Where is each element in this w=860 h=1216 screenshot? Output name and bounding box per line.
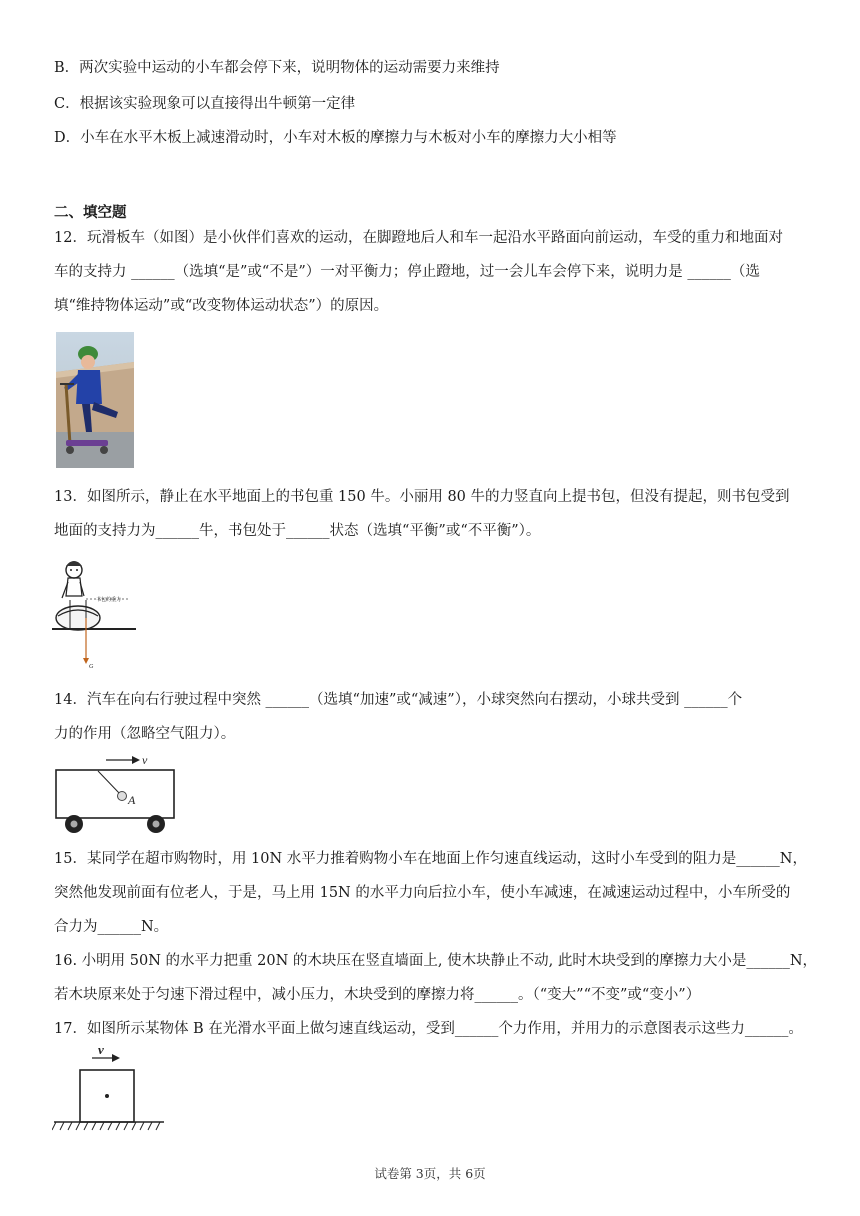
- q13-line2: 地面的支持力为______牛，书包处于______状态（选填“平衡”或“不平衡”）。: [54, 523, 541, 539]
- q12-line1: 12．玩滑板车（如图）是小伙伴们喜欢的运动，在脚蹬地后人和车一起沿水平路面向前运动，车受的重力和地面对: [54, 230, 783, 246]
- q14-line1: 14．汽车在向右行驶过程中突然 ______（选填“加速”或“减速”），小球突然向右摆动，小球共受到 ______个: [54, 692, 743, 708]
- option-c: C．根据该实验现象可以直接得出牛顿第一定律: [54, 96, 356, 112]
- q15-line1: 15．某同学在超市购物时，用 10N 水平力推着购物小车在地面上作匀速直线运动，这时小车受到的阻力是______N，: [54, 851, 807, 867]
- q15-line2: 突然他发现前面有位老人，于是，马上用 15N 的水平力向后拉小车，使小车减速，在减速运动过程中，小车所受的: [54, 885, 791, 901]
- car-pendulum-figure: [52, 750, 184, 836]
- weight-label: G: [89, 664, 94, 670]
- option-b: B．两次实验中运动的小车都会停下来，说明物体的运动需要力来维持: [54, 60, 500, 76]
- q12-line2: 车的支持力 ______（选填“是”或“不是”）一对平衡力；停止蹬地，过一会儿车会停下来，说明力是 ______（选: [54, 264, 760, 280]
- q13-line1: 13．如图所示，静止在水平地面上的书包重 150 牛。小丽用 80 牛的力竖直向上提书包，但没有提起，则书包受到: [54, 489, 790, 505]
- scooter-photo: [56, 332, 134, 468]
- q17-line1: 17．如图所示某物体 B 在光滑水平面上做匀速直线运动，受到______个力作用，并用力的示意图表示这些力______。: [54, 1021, 803, 1037]
- q16-line2: 若木块原来处于匀速下滑过程中，减小压力，木块受到的摩擦力将______。（“变大”“不变”或“变小”）: [54, 987, 701, 1003]
- q15-line3: 合力为______N。: [54, 919, 169, 935]
- q16-line1: 16. 小明用 50N 的水平力把重 20N 的木块压在竖直墙面上, 使木块静止不动, 此时木块受到的摩擦力大小是______N，: [54, 953, 818, 969]
- velocity-label: v: [142, 753, 148, 767]
- bag-weight-label: 书包的重力: [96, 597, 122, 603]
- q14-line2: 力的作用（忽略空气阻力）。: [54, 726, 236, 742]
- option-d: D．小车在水平木板上减速滑动时，小车对木板的摩擦力与木板对小车的摩擦力大小相等: [54, 130, 617, 146]
- block-velocity-label: v: [98, 1042, 104, 1057]
- block-figure: [52, 1040, 168, 1136]
- ball-label: A: [128, 793, 136, 807]
- section-title: 二、填空题: [54, 205, 127, 221]
- bag-lift-figure: [52, 556, 136, 674]
- page-footer: 试卷第 3页，共 6页: [374, 1166, 486, 1181]
- q12-line3: 填“维持物体运动”或“改变物体运动状态”）的原因。: [54, 298, 389, 314]
